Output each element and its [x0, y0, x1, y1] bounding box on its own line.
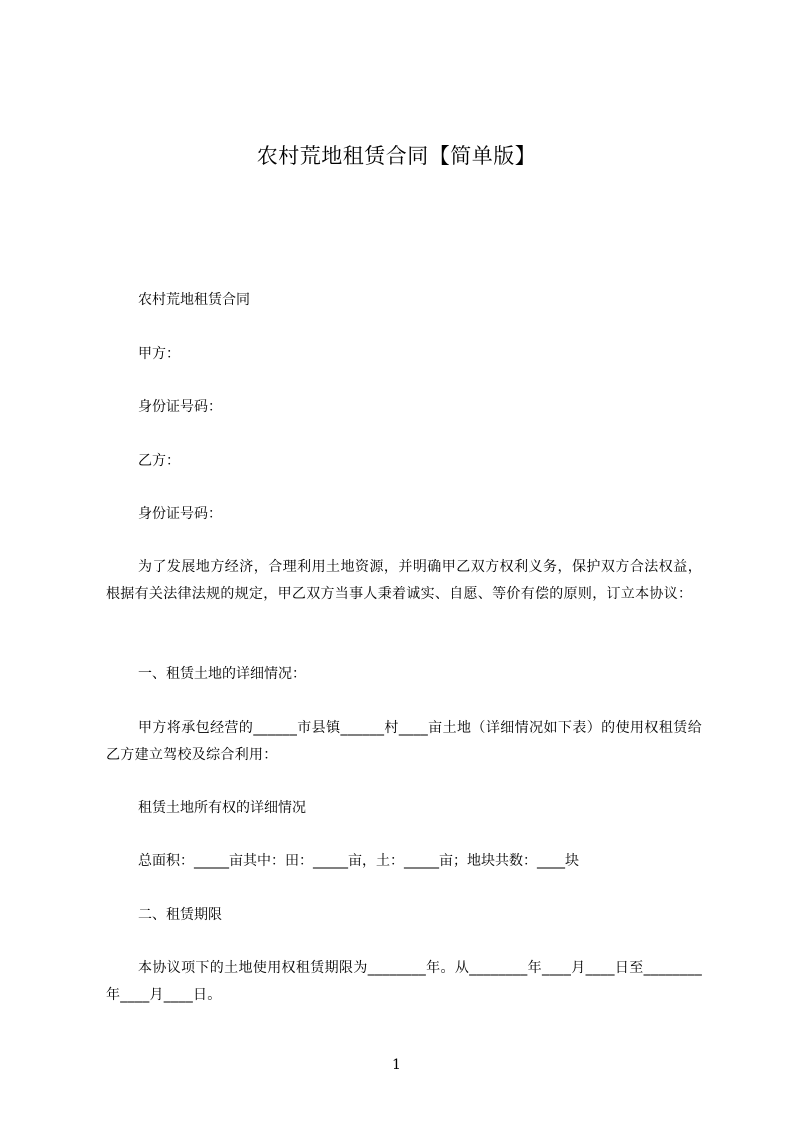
- land-area-line: 总面积：_____亩其中：田：_____亩，土：_____亩；地块共数：____块: [138, 853, 579, 869]
- contract-subtitle: 农村荒地租赁合同: [138, 292, 250, 308]
- section-2-heading: 二、租赁期限: [138, 907, 222, 923]
- land-details-heading: 租赁土地所有权的详细情况: [138, 800, 306, 816]
- preamble-paragraph: 为了发展地方经济，合理利用土地资源，并明确甲乙双方权利义务，保护双方合法权益，根据有关法律法规的规定，甲乙双方当事人秉着诚实、自愿、等价有偿的原则，订立本协议：: [106, 559, 702, 602]
- document-title: 农村荒地租赁合同【简单版】: [256, 144, 537, 168]
- party-a-id-label: 身份证号码：: [138, 399, 222, 415]
- party-a-label: 甲方：: [138, 346, 180, 362]
- section-2-body: 本协议项下的土地使用权租赁期限为________年。从________年____月____日至________年____月____日。: [106, 960, 702, 1003]
- party-b-label: 乙方：: [138, 453, 180, 469]
- party-b-id-label: 身份证号码：: [138, 506, 222, 522]
- page-number: 1: [392, 1057, 401, 1073]
- section-1-body: 甲方将承包经营的______市县镇______村____亩土地（详细情况如下表）的使用权租赁给乙方建立驾校及综合利用：: [106, 720, 702, 763]
- section-1-heading: 一、租赁土地的详细情况：: [138, 666, 306, 682]
